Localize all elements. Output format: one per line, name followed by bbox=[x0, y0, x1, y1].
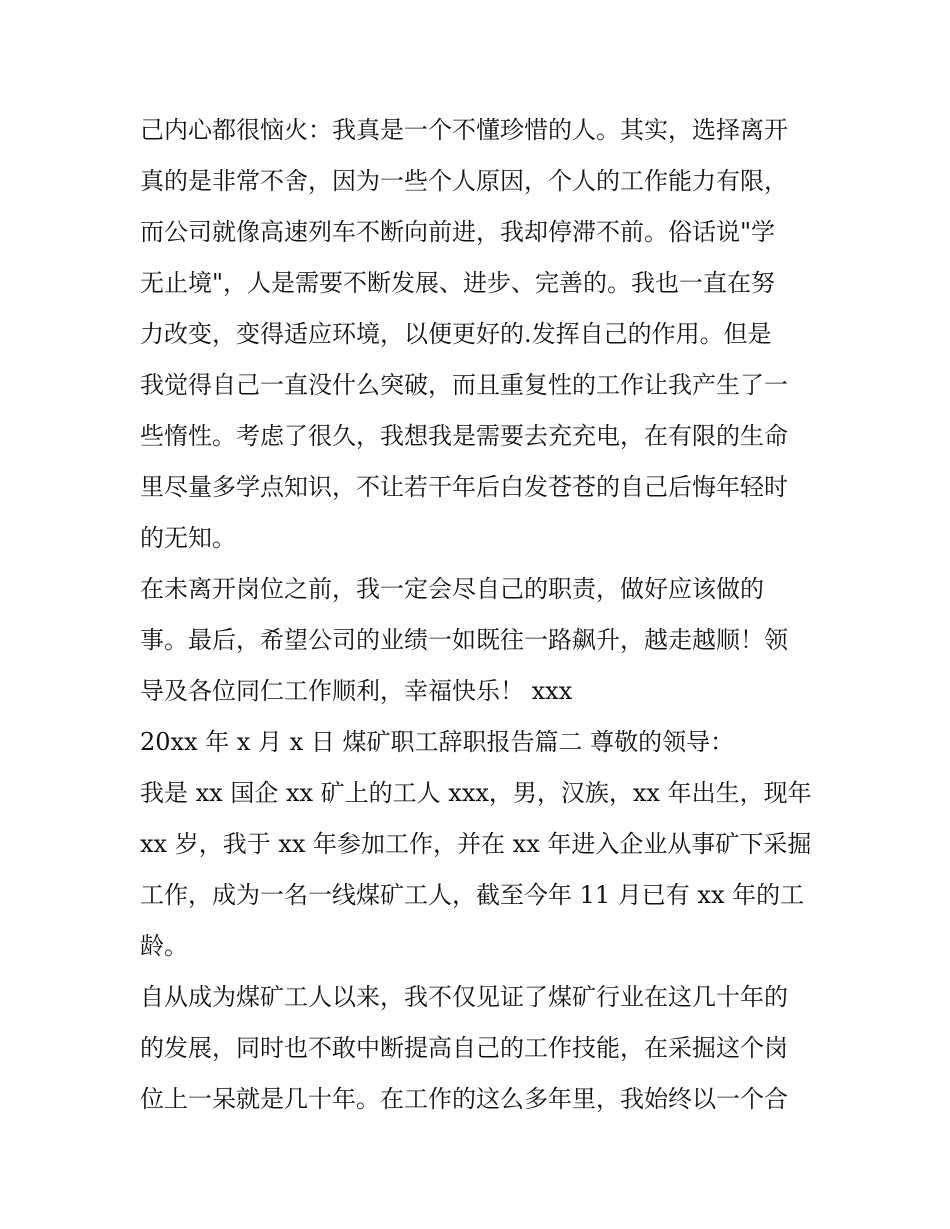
text-line: 里尽量多学点知识，不让若干年后白发苍苍的自己后悔年轻时 bbox=[140, 473, 788, 501]
text-line: 事。最后，希望公司的业绩一如既往一路飙升，越走越顺！领 bbox=[140, 626, 788, 654]
document-body bbox=[140, 105, 820, 1125]
text-line: 位上一呆就是几十年。在工作的这么多年里，我始终以一个合 bbox=[140, 1085, 788, 1113]
text-line: 我是 xx 国企 xx 矿上的工人 xxx，男，汉族，xx 年出生，现年 bbox=[140, 779, 812, 807]
text-line: 工作，成为一名一线煤矿工人，截至今年 11 月已有 xx 年的工 bbox=[140, 881, 805, 909]
text-line: 导及各位同仁工作顺利，幸福快乐！ xxx bbox=[140, 677, 573, 705]
text-line: 真的是非常不舍，因为一些个人原因，个人的工作能力有限， bbox=[140, 167, 788, 195]
text-line: 己内心都很恼火：我真是一个不懂珍惜的人。其实，选择离开 bbox=[140, 116, 788, 144]
text-line: 的发展，同时也不敢中断提高自己的工作技能，在采掘这个岗 bbox=[140, 1034, 788, 1062]
text-line: xx 岁，我于 xx 年参加工作，并在 xx 年进入企业从事矿下采掘 bbox=[140, 830, 812, 858]
text-line: 无止境"，人是需要不断发展、进步、完善的。我也一直在努 bbox=[140, 269, 776, 297]
text-line: 些惰性。考虑了很久，我想我是需要去充充电，在有限的生命 bbox=[140, 422, 788, 450]
text-line: 的无知。 bbox=[140, 524, 236, 552]
text-line: 我觉得自己一直没什么突破，而且重复性的工作让我产生了一 bbox=[140, 371, 788, 399]
text-line: 龄。 bbox=[140, 932, 188, 960]
text-line: 而公司就像高速列车不断向前进，我却停滞不前。俗话说"学 bbox=[140, 218, 776, 246]
text-line: 在未离开岗位之前，我一定会尽自己的职责，做好应该做的 bbox=[140, 575, 764, 603]
text-line: 力改变，变得适应环境，以便更好的.发挥自己的作用。但是 bbox=[140, 320, 772, 348]
text-line: 自从成为煤矿工人以来，我不仅见证了煤矿行业在这几十年的 bbox=[140, 983, 788, 1011]
text-line: 20xx 年 x 月 x 日 煤矿职工辞职报告篇二 尊敬的领导： bbox=[140, 728, 735, 756]
